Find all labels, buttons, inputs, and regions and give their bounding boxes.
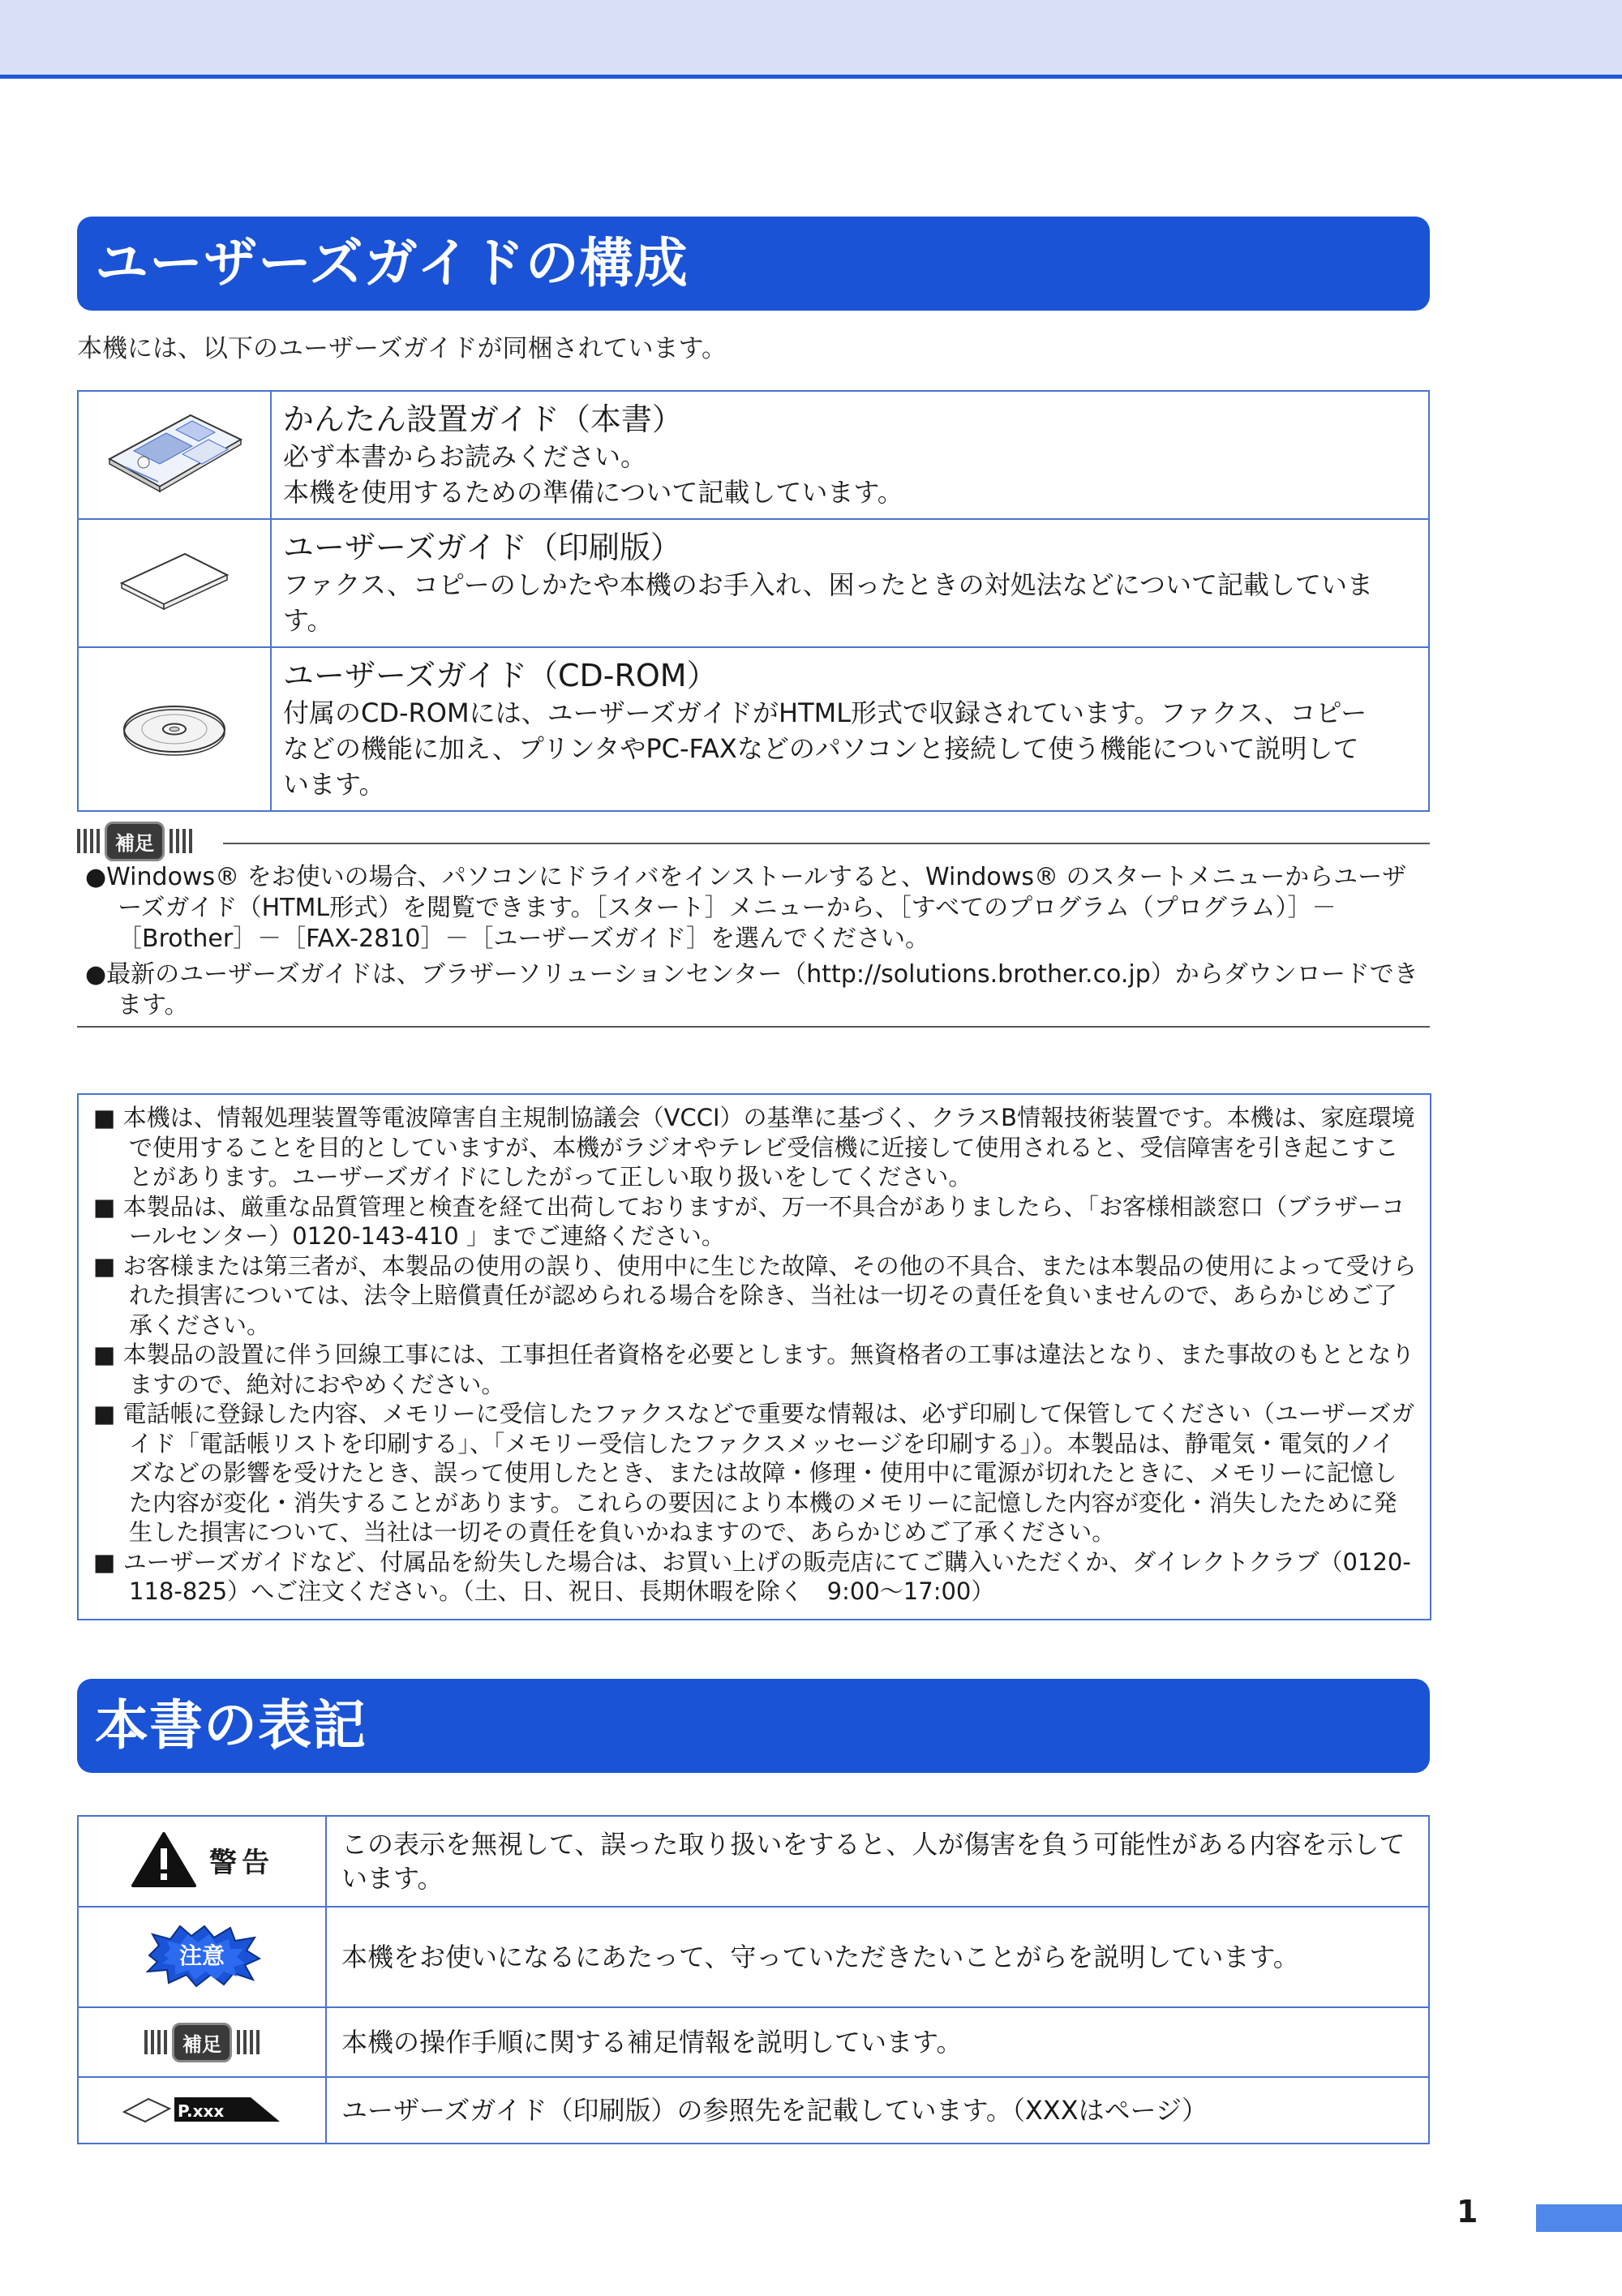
guide-content: [271, 519, 1429, 647]
guide-icon-cell: [78, 519, 271, 647]
page-reference-icon: [121, 2091, 283, 2126]
cd-rom-icon: [118, 695, 231, 760]
guide-icon-cell: [78, 391, 271, 519]
guide-desc: [283, 567, 1417, 638]
bars-icon: [77, 829, 100, 853]
setup-guide-booklet-icon: [101, 409, 247, 498]
legal-notice-box: [77, 1093, 1431, 1620]
notation-table: [77, 1815, 1430, 2144]
notation-desc: 本機の操作手順に関する補足情報を説明しています。: [326, 2007, 1429, 2077]
supplement-badge-label: 補足: [105, 822, 165, 861]
guide-desc-line: 必ず本書からお読みください。: [283, 441, 647, 472]
intro-text: 本機には、以下のユーザーズガイドが同梱されています。: [77, 334, 727, 363]
guide-title: ユーザーズガイド（CD-ROM）: [283, 658, 718, 693]
notation-row: [78, 2007, 1429, 2077]
legal-item: ■ ユーザーズガイドなど、付属品を紛失した場合は、お買い上げの販売店にてご購入いただくか、ダイレクトクラブ（0120-118-825）へご注文ください。（土、日、祝日、長期休暇を除く 9:00～17:00）: [93, 1547, 1411, 1605]
note-header: [77, 823, 1430, 862]
divider: [77, 1026, 1430, 1028]
legal-item: ■ 本機は、情報処理装置等電波障害自主規制協議会（VCCI）の基準に基づく、クラスB情報技術装置です。本機は、家庭環境で使用することを目的としていますが、本機がラジオやテレビ受信機に近接して使用されると、受信障害を引き起こすことがあります。ユーザーズガイドにしたがって正しい取り扱いをしてください。: [93, 1104, 1415, 1191]
legal-item: ■ 本製品は、厳重な品質管理と検査を経て出荷しておりますが、万一不具合がありましたら、「お客様相談窓口（ブラザーコールセンター）0120-143-410 」までご連絡ください。: [93, 1192, 1405, 1250]
notation-mark-cell: [78, 1816, 326, 1907]
legal-item: ■ 電話帳に登録した内容、メモリーに受信したファクスなどで重要な情報は、必ず印刷して保管してください（ユーザーズガイド「電話帳リストを印刷する」、「メモリー受信したファクスメッセージを印刷する」）。本製品は、静電気・電気的ノイズなどの影響を受けたとき、誤って使用したとき、または故障・修理・使用中に電源が切れたときに、メモリーに記憶した内容が変化・消失することがあります。これらの要因により本機のメモリーに記憶した内容が変化・消失したために発生した損害について、当社は一切その責任を負いかねますので、あらかじめご了承ください。: [93, 1400, 1415, 1546]
divider: [223, 843, 1430, 844]
section-title-notation: 本書の表記: [77, 1679, 1430, 1773]
guide-content: [271, 647, 1429, 811]
notation-row: [78, 1816, 1429, 1907]
bars-icon: [237, 2030, 260, 2054]
note-item-text: ●Windows® をお使いの場合、パソコンにドライバをインストールすると、Windows® のスタートメニューからユーザーズガイド（HTML形式）を閲覧できます。［スタート］メニューから、［すべてのプログラム（プログラム）］－［Brother］－［FAX-2810］－［ユーザーズガイド］を選んでください。: [85, 863, 1407, 953]
guide-title: かんたん設置ガイド（本書）: [283, 401, 683, 437]
guide-desc-line: います。: [283, 769, 385, 800]
guide-desc-line: 付属のCD-ROMには、ユーザーズガイドがHTML形式で収録されています。ファクス、コピー: [283, 697, 1367, 728]
guide-desc: [283, 439, 1417, 510]
page-reference-label: P.xxx: [178, 2101, 225, 2121]
notation-row: [78, 1907, 1429, 2007]
guide-content: [271, 391, 1429, 519]
caution-burst-icon: [141, 1923, 263, 1988]
guide-desc: [283, 695, 1417, 802]
page-tab: [1536, 2204, 1622, 2232]
bars-icon: [169, 829, 192, 853]
top-band: [0, 0, 1622, 79]
guide-desc-line: 本機を使用するための準備について記載しています。: [283, 477, 903, 508]
guide-table: [77, 390, 1430, 812]
notation-mark-cell: [78, 2077, 326, 2144]
supplement-note: [77, 823, 1430, 1028]
guide-title: ユーザーズガイド（印刷版）: [283, 530, 681, 565]
legal-item: ■ お客様または第三者が、本製品の使用の誤り、使用中に生じた故障、その他の不具合、または本製品の使用によって受けられた損害については、法令上賠償責任が認められる場合を除き、当社は一切その責任を負いませんので、あらかじめご了承ください。: [93, 1251, 1417, 1339]
bars-icon: [144, 2030, 167, 2054]
note-item-text: ●最新のユーザーズガイドは、ブラザーソリューションセンター（http://solutions.brother.co.jp）からダウンロードできます。: [85, 960, 1418, 1019]
section-title-guides: ユーザーズガイドの構成: [77, 217, 1430, 311]
guide-icon-cell: [78, 647, 271, 811]
page-number: 1: [1457, 2194, 1478, 2229]
guide-row: [78, 647, 1429, 811]
note-item: [85, 862, 1422, 955]
notation-mark-cell: [78, 1907, 326, 2007]
supplement-mark-label: 補足: [172, 2023, 232, 2062]
notation-desc: ユーザーズガイド（印刷版）の参照先を記載しています。（XXXはページ）: [326, 2077, 1429, 2144]
printed-manual-icon: [114, 549, 235, 614]
supplement-badge: [77, 823, 192, 859]
notation-desc: 本機をお使いになるにあたって、守っていただきたいことがらを説明しています。: [326, 1907, 1429, 2007]
caution-mark-label: 注意: [178, 1942, 225, 1969]
guide-desc-line: などの機能に加え、プリンタやPC-FAXなどのパソコンと接続して使う機能について説明して: [283, 733, 1359, 764]
notation-row: [78, 2077, 1429, 2144]
warning-mark: [130, 1830, 274, 1889]
guide-desc-line: ファクス、コピーのしかたや本機のお手入れ、困ったときの対処法などについて記載しています。: [283, 569, 1374, 636]
notation-desc: この表示を無視して、誤った取り扱いをすると、人が傷害を負う可能性がある内容を示しています。: [326, 1816, 1429, 1907]
guide-row: [78, 391, 1429, 519]
legal-item: ■ 本製品の設置に伴う回線工事には、工事担任者資格を必要とします。無資格者の工事は違法となり、また事故のもととなりますので、絶対におやめください。: [93, 1341, 1415, 1398]
note-item: [85, 959, 1422, 1021]
notation-mark-cell: [78, 2007, 326, 2077]
guide-row: [78, 519, 1429, 647]
supplement-mark: [144, 2024, 260, 2060]
warning-triangle-icon: [130, 1830, 198, 1889]
warning-label: 警告: [209, 1846, 274, 1879]
